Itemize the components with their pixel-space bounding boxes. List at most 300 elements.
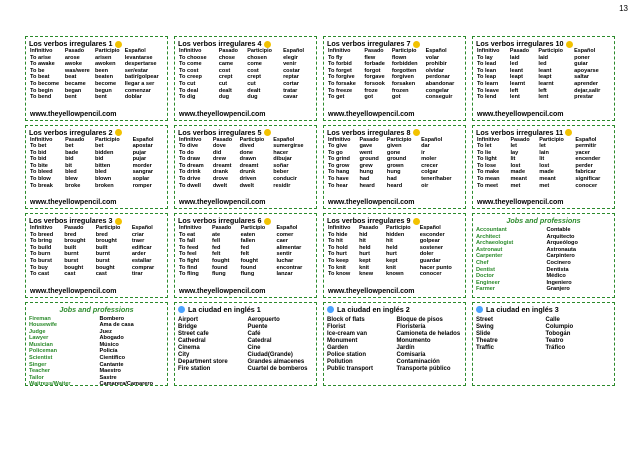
verb-cell: abandonar — [425, 80, 455, 87]
job-spanish: Juez — [99, 328, 112, 335]
verb-cell: golpear — [419, 238, 440, 245]
verb-cell: arisen — [94, 54, 112, 61]
city-word-en: Airport — [178, 316, 198, 323]
verb-cell: To know — [328, 271, 351, 278]
verb-cell: lain — [539, 149, 549, 156]
job-english: Archaeologist — [476, 240, 514, 247]
table-row — [29, 88, 164, 95]
job-spanish: Científico — [99, 355, 125, 362]
city-word-en: Swing — [476, 323, 494, 330]
city-word-es: Tobogán — [545, 330, 571, 337]
job-english: Lawyer — [29, 335, 49, 342]
verb-cell: To let — [477, 143, 492, 150]
verb-cell: To learn — [477, 80, 499, 87]
table-row — [178, 183, 313, 190]
verb-cell: beber — [273, 169, 289, 176]
verb-cell: To lay — [477, 54, 493, 61]
verb-cell: forbade — [364, 61, 385, 68]
website-footer: www.theyellowpencil.com — [328, 110, 415, 118]
table-row — [178, 265, 313, 272]
table-row — [476, 81, 611, 88]
verb-cell: To blow — [30, 176, 51, 183]
verb-cell: guardar — [419, 257, 441, 264]
verb-card-6 — [174, 213, 317, 298]
verb-cell: meant — [510, 176, 527, 183]
table-row — [327, 176, 462, 183]
job-spanish: Maestro — [99, 368, 121, 375]
verb-cell: meant — [539, 176, 556, 183]
city-word-en: Monument — [327, 337, 358, 344]
verb-cell: To come — [179, 61, 202, 68]
verb-cell: drunk — [239, 169, 256, 176]
verb-cell: To lose — [477, 162, 497, 169]
verb-cell: sentir — [276, 251, 292, 258]
col-participio: Participio — [239, 136, 265, 143]
website-footer: www.theyellowpencil.com — [328, 199, 415, 206]
job-english: Architect — [476, 233, 501, 240]
verb-cell: To hurt — [328, 251, 347, 258]
page-number: 13 — [619, 4, 628, 13]
website-footer: www.theyellowpencil.com — [179, 110, 266, 118]
verb-cell: broken — [95, 182, 114, 189]
verb-cell: To dwell — [179, 182, 201, 189]
english-col — [327, 317, 393, 373]
verb-cell: laid — [509, 54, 520, 61]
city-word-en: Pollution — [327, 358, 353, 365]
verb-cell: leapt — [509, 74, 523, 81]
city-word-en: Cinema — [178, 344, 200, 351]
verb-cell: forgiven — [391, 74, 414, 81]
verb-cell: hacer punto — [419, 264, 452, 271]
verb-cell: knit — [385, 264, 396, 271]
verb-cell: cost — [247, 67, 259, 74]
verb-cell: made — [539, 169, 554, 176]
verb-cell: cut — [247, 80, 256, 87]
table-row — [178, 74, 313, 81]
verb-cell: got — [391, 94, 401, 101]
col-espanol: Español — [276, 225, 298, 231]
verb-cell: To leave — [477, 87, 499, 94]
city-word-en: Slide — [476, 330, 491, 337]
verb-cell: despertarse — [124, 61, 157, 68]
job-english: Scientist — [29, 355, 53, 362]
verb-cell: To grow — [328, 162, 350, 169]
table-row — [178, 94, 313, 101]
verb-cell: To get — [328, 94, 345, 101]
table-row — [178, 245, 313, 252]
card-title: Los verbos irregulares 2 — [29, 128, 164, 137]
card-title: Los verbos irregulares 4 — [178, 39, 313, 48]
col-participio: Participio — [539, 136, 564, 143]
verb-cell: To buy — [30, 264, 48, 271]
table-row — [29, 271, 164, 278]
verb-cell: dwelt — [239, 182, 254, 189]
verb-cell: morder — [132, 162, 152, 169]
verb-cell: burst — [95, 257, 110, 264]
col-espanol: Español — [283, 48, 305, 54]
verb-cell: estallar — [131, 257, 152, 264]
col-participio: Participio — [391, 48, 417, 54]
table-row — [178, 238, 313, 245]
job-english: Chef — [476, 259, 489, 266]
verb-cell: felt — [212, 251, 221, 258]
verb-cell: dug — [218, 94, 230, 101]
verb-cell: To drive — [179, 176, 201, 183]
verb-cell: forsook — [364, 80, 385, 87]
website-footer: www.theyellowpencil.com — [30, 110, 117, 118]
job-english: Policeman — [29, 348, 57, 355]
verb-cell: moler — [421, 156, 437, 163]
verb-cell: learnt — [509, 80, 526, 87]
verb-cell: led — [509, 61, 518, 68]
verb-cell: become — [94, 80, 117, 87]
job-english: Astronaut — [476, 246, 503, 253]
verb-card-10 — [472, 36, 615, 121]
verb-card-8 — [323, 125, 466, 210]
verb-cell: awoke — [64, 61, 82, 68]
verb-cell: hid — [359, 231, 368, 238]
table-row — [178, 150, 313, 157]
table-row — [178, 271, 313, 278]
verb-cell: forgot — [364, 67, 381, 74]
website-footer: www.theyellowpencil.com — [179, 199, 266, 206]
jobs-card-b — [25, 302, 168, 387]
verb-cell: To forgive — [328, 74, 355, 81]
verb-cell: permitir — [575, 143, 597, 150]
city-word-en: Ice-cream van — [327, 330, 368, 337]
spanish-col — [248, 317, 314, 373]
verb-cell: bade — [65, 149, 79, 156]
table-row — [327, 150, 462, 157]
verb-cell: met — [539, 182, 550, 189]
job-english: Housewife — [29, 322, 57, 329]
verb-cell: eaten — [240, 231, 256, 238]
col-infinitivo: Infinitivo — [179, 136, 202, 143]
verb-cell: ir — [421, 149, 425, 156]
verb-cell: reptar — [283, 74, 299, 81]
verb-cell: felt — [240, 251, 249, 258]
verb-cell: To feel — [179, 251, 197, 258]
verb-cell: To forsake — [328, 80, 356, 87]
verb-cell: To build — [30, 244, 52, 251]
col-pasado: Pasado — [218, 48, 238, 54]
job-english: Fireman — [29, 315, 51, 322]
job-spanish: Policía — [99, 348, 118, 355]
table-row — [327, 74, 462, 81]
city-word-en: Cathedral — [178, 337, 206, 344]
header-row — [29, 48, 164, 55]
job-spanish: Camarera/Camarero — [99, 381, 153, 386]
pencil-icon — [413, 218, 420, 225]
table-row — [476, 156, 611, 163]
verb-cell: forbidden — [391, 61, 418, 68]
verb-cell: done — [239, 149, 254, 156]
col-pasado: Pasado — [364, 48, 384, 54]
verb-cell: bought — [64, 264, 84, 271]
verb-cell: To feed — [179, 244, 199, 251]
verb-cell: driven — [239, 176, 257, 183]
verb-cell: apostar — [132, 143, 153, 150]
verb-cell: forsaken — [391, 80, 416, 87]
table-row — [29, 258, 164, 265]
verb-cell: brought — [64, 238, 86, 245]
col-participio: Participio — [95, 225, 121, 231]
verb-cell: knew — [359, 271, 374, 278]
verb-cell: bred — [64, 231, 77, 238]
verb-cell: cast — [64, 271, 76, 278]
verb-table — [29, 225, 164, 278]
header-row — [178, 137, 313, 144]
job-spanish: Carpintero — [546, 253, 575, 260]
verb-cell: To choose — [179, 54, 207, 61]
flashcard-grid — [25, 36, 615, 386]
verb-cell: comenzar — [124, 87, 151, 94]
verb-cell: hurt — [359, 251, 370, 258]
table-row — [29, 143, 164, 150]
verb-cell: fed — [240, 244, 249, 251]
verb-cell: colgar — [421, 169, 438, 176]
table-row — [29, 245, 164, 252]
city-icon — [178, 306, 185, 313]
table-row — [327, 183, 462, 190]
verb-cell: was/were — [64, 67, 90, 74]
city-word-en: Garden — [327, 344, 349, 351]
verb-cell: froze — [364, 87, 378, 94]
city-card-3 — [472, 302, 615, 387]
city-word-es: Camioneta de helados — [396, 330, 461, 337]
verb-cell: aprender — [574, 80, 599, 87]
city-word-en: Bridge — [178, 323, 198, 330]
table-row — [476, 150, 611, 157]
verb-cell: left — [538, 87, 547, 94]
verb-cell: To bid — [30, 149, 47, 156]
col-pasado: Pasado — [65, 136, 85, 143]
verb-cell: tirar — [131, 271, 143, 278]
city-word-es: Teatro — [545, 337, 564, 344]
job-spanish: Médico — [546, 273, 566, 280]
verb-card-4 — [174, 36, 317, 121]
verb-cell: hit — [385, 238, 393, 245]
verb-cell: heard — [386, 182, 403, 189]
verb-cell: costar — [283, 67, 300, 74]
verb-cell: hit — [359, 238, 366, 245]
jobs-card-a — [472, 213, 615, 298]
verb-table — [178, 48, 313, 101]
city-word-en: Traffic — [476, 344, 495, 351]
verb-cell: soñar — [273, 162, 289, 169]
verb-cell: gave — [359, 143, 373, 150]
verb-cell: burnt — [95, 251, 110, 258]
table-row — [29, 163, 164, 170]
city-title: La ciudad en inglés 1 — [188, 304, 261, 314]
verb-cell: went — [359, 149, 373, 156]
verb-cell: fed — [212, 244, 221, 251]
verb-cell: hung — [386, 169, 401, 176]
verb-cell: dug — [247, 94, 258, 101]
verb-cell: let — [510, 143, 517, 150]
verb-cell: cast — [95, 271, 107, 278]
verb-cell: bled — [95, 169, 107, 176]
col-pasado: Pasado — [212, 136, 233, 143]
card-title: Los verbos irregulares 3 — [29, 216, 164, 225]
verb-cell: guiar — [574, 61, 588, 68]
city-word-es: Cuartel de bomberos — [247, 365, 308, 372]
col-participio: Participio — [386, 136, 412, 143]
verb-cell: To lend — [477, 94, 497, 101]
verb-table — [29, 48, 164, 101]
verb-cell: To grind — [328, 156, 350, 163]
table-row — [29, 251, 164, 258]
card-title — [327, 305, 462, 314]
city-word-en: Block of flats — [327, 316, 365, 323]
job-english: Waitress/Waiter — [29, 381, 71, 386]
verb-cell: To draw — [179, 156, 201, 163]
table-row — [29, 156, 164, 163]
jobs-list — [476, 227, 611, 293]
city-word-es: Ciudad(Grande) — [247, 351, 293, 358]
city-word-es: Calle — [545, 316, 560, 323]
header-row — [476, 137, 611, 144]
verb-cell: perder — [575, 162, 593, 169]
verb-cell: To creep — [179, 74, 202, 81]
table-row — [29, 232, 164, 239]
verb-cell: To make — [477, 169, 500, 176]
header-row — [178, 225, 313, 232]
verb-cell: To lead — [477, 61, 497, 68]
verb-cell: came — [218, 61, 234, 68]
verb-cell: To burn — [30, 251, 51, 258]
verb-cell: dealt — [247, 87, 261, 94]
table-row — [327, 81, 462, 88]
table-row — [476, 94, 611, 101]
col-participio: Participio — [240, 225, 266, 231]
verb-cell: batir/golpear — [124, 74, 159, 81]
verb-cell: did — [212, 149, 222, 156]
city-word-es: Bloque de pisos — [396, 316, 443, 323]
verb-table — [327, 225, 462, 278]
city-word-es: Contaminación — [396, 358, 440, 365]
verb-cell: To give — [328, 143, 348, 150]
verb-cell: broke — [65, 182, 81, 189]
english-col — [476, 317, 542, 352]
verb-cell: made — [510, 169, 526, 176]
city-card-1 — [174, 302, 317, 387]
table-row — [327, 245, 462, 252]
verb-cell: To burst — [30, 257, 52, 264]
verb-cell: leant — [538, 67, 552, 74]
verb-cell: dealt — [218, 87, 232, 94]
verb-cell: To arise — [30, 54, 52, 61]
verb-cell: fought — [212, 257, 230, 264]
card-title: Los verbos irregulares 11 — [476, 128, 611, 137]
city-word-es: Floristería — [396, 323, 426, 330]
header-row — [29, 137, 164, 144]
card-title: Los verbos irregulares 8 — [327, 128, 462, 137]
verb-cell: dejar,salir — [574, 87, 601, 94]
table-row — [178, 88, 313, 95]
verb-cell: To knit — [328, 264, 346, 271]
verb-cell: lost — [510, 162, 521, 169]
verb-cell: encontrar — [276, 264, 303, 271]
job-spanish: Abogado — [99, 335, 124, 342]
verb-cell: bid — [65, 156, 74, 163]
col-espanol: Español — [132, 136, 154, 143]
verb-cell: hidden — [385, 231, 405, 238]
verb-cell: chose — [218, 54, 235, 61]
verb-cell: To awake — [30, 61, 55, 68]
website-footer: www.theyellowpencil.com — [477, 110, 564, 118]
table-row — [327, 88, 462, 95]
verb-cell: To have — [328, 176, 349, 183]
table-row — [476, 68, 611, 75]
verb-cell: forgotten — [391, 67, 417, 74]
card-title: Los verbos irregulares 7 — [327, 39, 462, 48]
job-spanish: Arquitecto — [546, 233, 575, 240]
verb-cell: To begin — [30, 87, 53, 94]
verb-cell: conocer — [419, 271, 442, 278]
col-infinitivo: Infinitivo — [30, 48, 53, 54]
job-spanish: Granjero — [546, 286, 570, 293]
table-row — [476, 61, 611, 68]
verb-cell: dar — [421, 143, 430, 150]
verb-cell: To forbid — [328, 61, 352, 68]
verb-cell: dwelt — [212, 182, 228, 189]
verb-cell: To cast — [30, 271, 50, 278]
table-row — [29, 55, 164, 62]
city-word-es: Puente — [247, 323, 268, 330]
verb-cell: comer — [276, 231, 294, 238]
verb-cell: left — [509, 87, 519, 94]
col-pasado: Pasado — [359, 136, 379, 143]
header-row — [327, 48, 462, 55]
verb-cell: known — [385, 271, 404, 278]
verb-cell: chosen — [247, 54, 267, 61]
city-columns — [178, 317, 313, 373]
verb-cell: residir — [273, 182, 291, 189]
verb-cell: arose — [64, 54, 80, 61]
verb-cell: To break — [30, 182, 53, 189]
jobs-list — [29, 316, 164, 387]
verb-cell: grown — [386, 162, 404, 169]
col-pasado: Pasado — [359, 225, 379, 231]
verb-cell: bit — [65, 162, 72, 169]
verb-cell: edificar — [131, 244, 152, 251]
city-title: La ciudad en inglés 3 — [486, 304, 559, 314]
verb-cell: To bring — [30, 238, 52, 245]
pencil-icon — [115, 129, 122, 136]
website-footer: www.theyellowpencil.com — [179, 287, 266, 295]
pencil-icon — [413, 41, 420, 48]
table-row — [178, 143, 313, 150]
verb-cell: fell — [212, 238, 221, 245]
table-row — [327, 258, 462, 265]
verb-cell: apoyarse — [574, 67, 599, 74]
verb-cell: bred — [95, 231, 108, 238]
verb-cell: lay — [510, 149, 519, 156]
verb-cell: To dream — [179, 162, 204, 169]
verb-cell: burnt — [64, 251, 79, 258]
verb-cell: had — [386, 176, 397, 183]
verb-cell: olvidar — [425, 67, 445, 74]
job-english: Singer — [29, 361, 47, 368]
table-row — [327, 94, 462, 101]
table-row — [29, 68, 164, 75]
table-row — [178, 251, 313, 258]
verb-card-7 — [323, 36, 466, 121]
verb-cell: bought — [95, 264, 115, 271]
verb-cell: lent — [509, 94, 520, 101]
table-row — [178, 163, 313, 170]
